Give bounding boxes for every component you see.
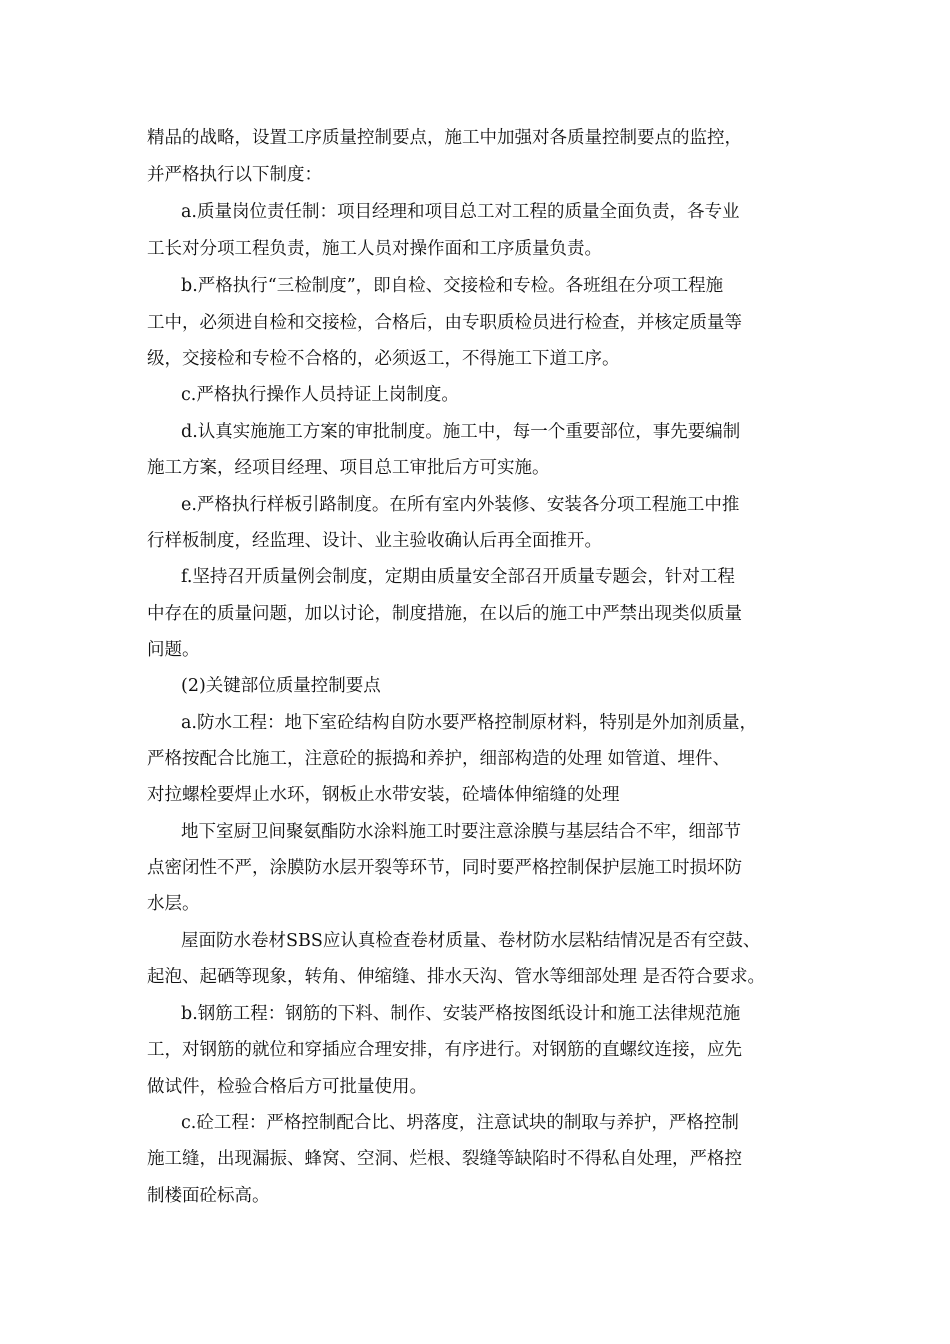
text-line: 做试件，检验合格后方可批量使用。 (147, 1077, 427, 1097)
text-line: 起泡、起硒等现象，转角、伸缩缝、排水天沟、管水等细部处理 是否符合要求。 (147, 967, 766, 987)
text-line: a.质量岗位责任制：项目经理和项目总工对工程的质量全面负责，各专业 (181, 202, 740, 222)
text-line: d.认真实施施工方案的审批制度。施工中，每一个重要部位，事先要编制 (181, 422, 741, 442)
text-line: c.严格执行操作人员持证上岗制度。 (181, 385, 459, 405)
text-line: 严格按配合比施工，注意砼的振捣和养护，细部构造的处理 如管道、埋件、 (147, 749, 731, 769)
text-line: 地下室厨卫间聚氨酯防水涂料施工时要注意涂膜与基层结合不牢，细部节 (181, 822, 741, 842)
text-line: 工，对钢筋的就位和穿插应合理安排，有序进行。对钢筋的直螺纹连接，应先 (147, 1040, 742, 1060)
text-line: b.钢筋工程：钢筋的下料、制作、安装严格按图纸设计和施工法律规范施 (181, 1004, 741, 1024)
text-line: a.防水工程：地下室砼结构自防水要严格控制原材料，特别是外加剂质量， (181, 713, 757, 733)
text-line: 级，交接检和专检不合格的，必须返工，不得施工下道工序。 (147, 349, 620, 369)
text-line: 问题。 (147, 640, 200, 660)
text-line: 工长对分项工程负责，施工人员对操作面和工序质量负责。 (147, 239, 602, 259)
text-line: 对拉螺栓要焊止水环，钢板止水带安装，砼墙体伸缩缝的处理 (147, 785, 620, 805)
text-line: 屋面防水卷材SBS应认真检查卷材质量、卷材防水层粘结情况是否有空鼓、 (181, 931, 761, 951)
section-heading: (2)关键部位质量控制要点 (181, 676, 381, 696)
text-line: b.严格执行“三检制度”，即自检、交接检和专检。各班组在分项工程施 (181, 276, 724, 296)
text-line: c.砼工程：严格控制配合比、坍落度，注意试块的制取与养护，严格控制 (181, 1113, 739, 1133)
text-line: f.坚持召开质量例会制度，定期由质量安全部召开质量专题会，针对工程 (181, 567, 735, 587)
text-line: 施工缝，出现漏振、蜂窝、空洞、烂根、裂缝等缺陷时不得私自处理，严格控 (147, 1149, 742, 1169)
text-line: 行样板制度，经监理、设计、业主验收确认后再全面推开。 (147, 531, 602, 551)
text-line: 并严格执行以下制度： (147, 165, 322, 185)
text-line: 中存在的质量问题，加以讨论，制度措施，在以后的施工中严禁出现类似质量 (147, 604, 742, 624)
text-line: e.严格执行样板引路制度。在所有室内外装修、安装各分项工程施工中推 (181, 495, 740, 515)
text-line: 施工方案，经项目经理、项目总工审批后方可实施。 (147, 458, 550, 478)
text-line: 精品的战略，设置工序质量控制要点，施工中加强对各质量控制要点的监控， (147, 128, 742, 148)
text-line: 工中，必须进自检和交接检，合格后，由专职质检员进行检查，并核定质量等 (147, 313, 742, 333)
text-line: 水层。 (147, 894, 200, 914)
text-line: 制楼面砼标高。 (147, 1186, 270, 1206)
text-line: 点密闭性不严，涂膜防水层开裂等环节，同时要严格控制保护层施工时损坏防 (147, 858, 742, 878)
